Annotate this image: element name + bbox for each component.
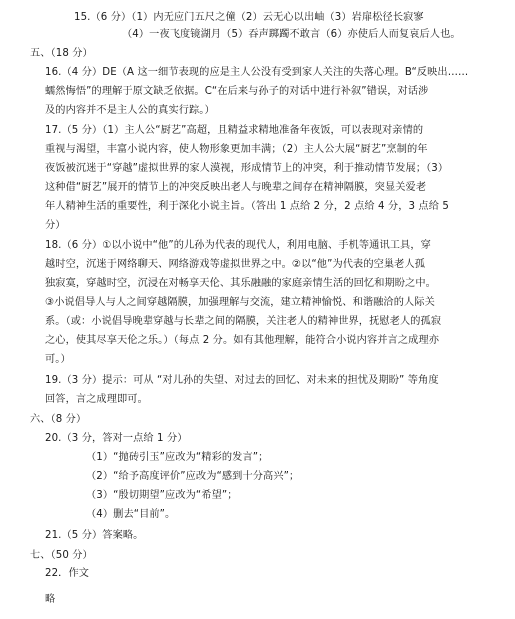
section-6-heading: 六、（8 分） <box>30 414 87 425</box>
q20-heading: 20.（3 分，答对一点给 1 分） <box>45 433 188 444</box>
q17-line-6: 分） <box>45 220 66 231</box>
q15-line-1: 15.（6 分）（1）内无应门五尺之僮（2）云无心以出岫（3）岩扉松径长寂寥 <box>74 12 424 23</box>
section-7-heading: 七、（50 分） <box>30 550 93 561</box>
q20-item-1: （1）“抛砖引玉”应改为“精彩的发言”； <box>86 452 269 463</box>
q17-line-2: 重视与渴望，丰富小说内容，使人物形象更加丰满；（2）主人公大展“厨艺”烹制的年 <box>45 144 428 155</box>
q16-line-3: 及的内容并不是主人公的真实行踪。） <box>45 105 215 116</box>
q21-line: 21.（5 分）答案略。 <box>45 530 144 541</box>
q17-line-1: 17.（5 分）（1）主人公“厨艺”高超，且精益求精地准备年夜饭，可以表现对亲情的 <box>45 125 424 136</box>
q16-line-1: 16.（4 分）DE（A 这一细节表现的应是主人公没有受到家人关注的失落心理。B“反映出…… <box>45 67 469 78</box>
q22-line: 22．作文 <box>45 568 90 579</box>
q17-line-4: 这种借“厨艺”展开的情节上的冲突反映出老人与晚辈之间存在精神隔膜，突显关爱老 <box>45 182 427 193</box>
q20-item-4: （4）删去“目前”。 <box>86 509 176 520</box>
q18-line-2: 越时空，沉迷于网络聊天、网络游戏等虚拟世界之中。②以“他”为代表的空巢老人孤 <box>45 259 426 270</box>
omitted-note: 略 <box>45 594 56 605</box>
q18-line-6: 之心，使其尽享天伦之乐。）（每点 2 分。如有其他理解，能符合小说内容并言之成理亦 <box>45 335 439 346</box>
q18-line-7: 可。） <box>45 354 71 365</box>
q17-line-5: 年人精神生活的重要性，利于深化小说主旨。（答出 1 点给 2 分，2 点给 4 分，3 点给 5 <box>45 201 449 212</box>
q19-line-2: 回答，言之成理即可。 <box>45 394 148 405</box>
q16-line-2: 蠕然悔悟”的理解于原文缺乏依据。C“在后来与孙子的对话中进行补叙”错误，对话涉 <box>45 86 429 97</box>
q17-line-3: 夜饭被沉迷于“穿越”虚拟世界的家人漠视，形成情节上的冲突，利于推动情节发展；（3） <box>45 163 449 174</box>
q20-item-3: （3）“殷切期望”应改为“希望”； <box>86 490 238 501</box>
q15-line-2: （4）一夜飞度镜湖月（5）吞声踯躅不敢言（6）亦使后人而复哀后人也。 <box>122 29 461 40</box>
q20-item-2: （2）“给予高度评价”应改为“感到十分高兴”； <box>86 471 300 482</box>
section-5-heading: 五、（18 分） <box>30 48 93 59</box>
q18-line-3: 独寂寞，穿越时空，沉浸在对畅享天伦、其乐融融的家庭亲情生活的回忆和期盼之中。 <box>45 278 436 289</box>
q18-line-1: 18.（6 分）①以小说中“他”的儿孙为代表的现代人，利用电脑、手机等通讯工具，穿 <box>45 240 431 251</box>
q19-line-1: 19.（3 分）提示：可从 “对儿孙的失望、对过去的回忆、对未来的担忧及期盼” 等角度 <box>45 375 439 386</box>
q18-line-5: 系。（或：小说倡导晚辈穿越与长辈之间的隔膜，关注老人的精神世界，抚慰老人的孤寂 <box>45 316 442 327</box>
q18-line-4: ③小说倡导人与人之间穿越隔膜，加强理解与交流，建立精神愉悦、和谐融洽的人际关 <box>45 297 435 308</box>
